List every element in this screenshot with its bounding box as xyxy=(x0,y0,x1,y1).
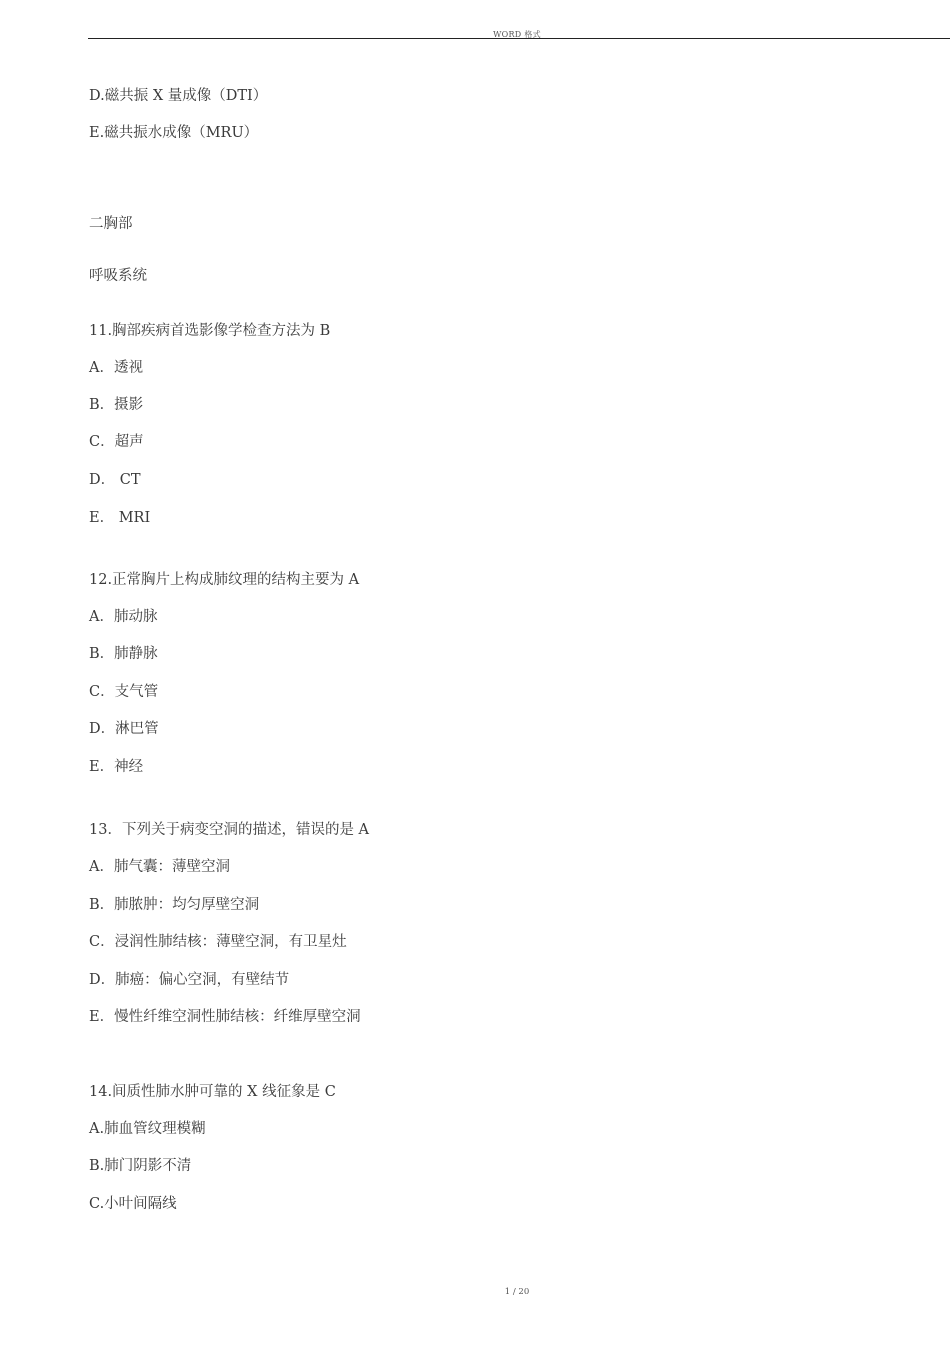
section-heading: 二胸部 xyxy=(89,216,133,232)
option-line: B．肺静脉 xyxy=(89,646,158,662)
page-header: WORD 格式 xyxy=(493,30,541,39)
option-line: D．淋巴管 xyxy=(89,721,159,737)
option-line: C．浸润性肺结核：薄壁空洞，有卫星灶 xyxy=(89,934,347,950)
question-13: 13．下列关于病变空洞的描述，错误的是 A xyxy=(89,822,370,838)
option-line: B．肺脓肿：均匀厚壁空洞 xyxy=(89,897,260,913)
option-line: A.肺血管纹理模糊 xyxy=(89,1121,206,1137)
page-number: 1 / 20 xyxy=(504,1287,530,1297)
option-line: A．肺动脉 xyxy=(89,609,158,625)
option-line: B．摄影 xyxy=(89,397,144,413)
option-line: D． CT xyxy=(89,472,141,488)
option-line: E．神经 xyxy=(89,759,144,775)
option-line: D.磁共振 X 量成像（DTI） xyxy=(89,88,268,104)
option-line: B.肺门阴影不清 xyxy=(89,1158,192,1174)
option-line: A．透视 xyxy=(89,360,143,376)
option-line: C．超声 xyxy=(89,434,144,450)
option-line: E． MRI xyxy=(89,510,151,526)
header-rule xyxy=(88,38,950,39)
question-11: 11.胸部疾病首选影像学检查方法为 B xyxy=(89,323,331,339)
option-line: E.磁共振水成像（MRU） xyxy=(89,125,259,141)
question-12: 12.正常胸片上构成肺纹理的结构主要为 A xyxy=(89,572,360,588)
question-14: 14.间质性肺水肿可靠的 X 线征象是 C xyxy=(89,1084,336,1100)
subsection-heading: 呼吸系统 xyxy=(89,268,147,284)
option-line: C.小叶间隔线 xyxy=(89,1196,177,1212)
option-line: A．肺气囊：薄壁空洞 xyxy=(89,859,230,875)
option-line: C．支气管 xyxy=(89,684,159,700)
option-line: E．慢性纤维空洞性肺结核：纤维厚壁空洞 xyxy=(89,1009,361,1025)
option-line: D．肺癌：偏心空洞，有壁结节 xyxy=(89,972,290,988)
